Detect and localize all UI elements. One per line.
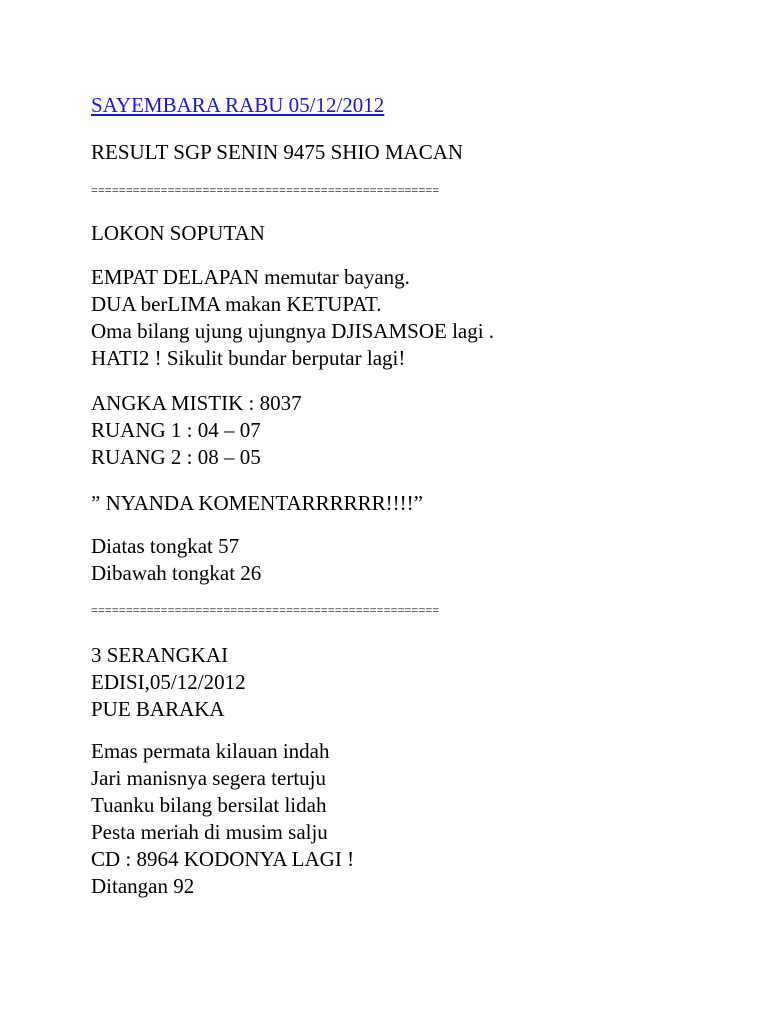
- verse-line: Emas permata kilauan indah: [91, 739, 330, 763]
- section2-header: [91, 642, 246, 723]
- separator-middle: ==================================================: [91, 603, 440, 617]
- result-line: RESULT SGP SENIN 9475 SHIO MACAN: [91, 140, 464, 164]
- verse-line: EMPAT DELAPAN memutar bayang.: [91, 265, 410, 289]
- section1-heading: LOKON SOPUTAN: [91, 221, 265, 245]
- ruang-1: RUANG 1 : 04 – 07: [91, 418, 261, 442]
- title-link[interactable]: SAYEMBARA RABU 05/12/2012: [91, 93, 385, 117]
- section2-author: PUE BARAKA: [91, 697, 225, 721]
- angka-mistik: ANGKA MISTIK : 8037: [91, 391, 302, 415]
- section2-title: 3 SERANGKAI: [91, 643, 229, 667]
- verse-line: Pesta meriah di musim salju: [91, 820, 328, 844]
- verse-line: Oma bilang ujung ujungnya DJISAMSOE lagi .: [91, 319, 495, 343]
- verse-line: Ditangan 92: [91, 874, 195, 898]
- verse-line: Jari manisnya segera tertuju: [91, 766, 326, 790]
- verse-line: HATI2 ! Sikulit bundar berputar lagi!: [91, 346, 406, 370]
- separator-top: ==================================================: [91, 183, 440, 197]
- section2-verse: [91, 738, 354, 900]
- comment-line: ” NYANDA KOMENTARRRRRR!!!!”: [91, 491, 423, 515]
- verse-line: CD : 8964 KODONYA LAGI !: [91, 847, 355, 871]
- section1-numbers: [91, 390, 302, 471]
- ruang-2: RUANG 2 : 08 – 05: [91, 445, 261, 469]
- dibawah-tongkat: Dibawah tongkat 26: [91, 561, 262, 585]
- diatas-tongkat: Diatas tongkat 57: [91, 534, 240, 558]
- section2-edition: EDISI,05/12/2012: [91, 670, 246, 694]
- verse-line: Tuanku bilang bersilat lidah: [91, 793, 327, 817]
- tongkat-lines: [91, 533, 261, 587]
- section1-verse: [91, 264, 494, 372]
- verse-line: DUA berLIMA makan KETUPAT.: [91, 292, 382, 316]
